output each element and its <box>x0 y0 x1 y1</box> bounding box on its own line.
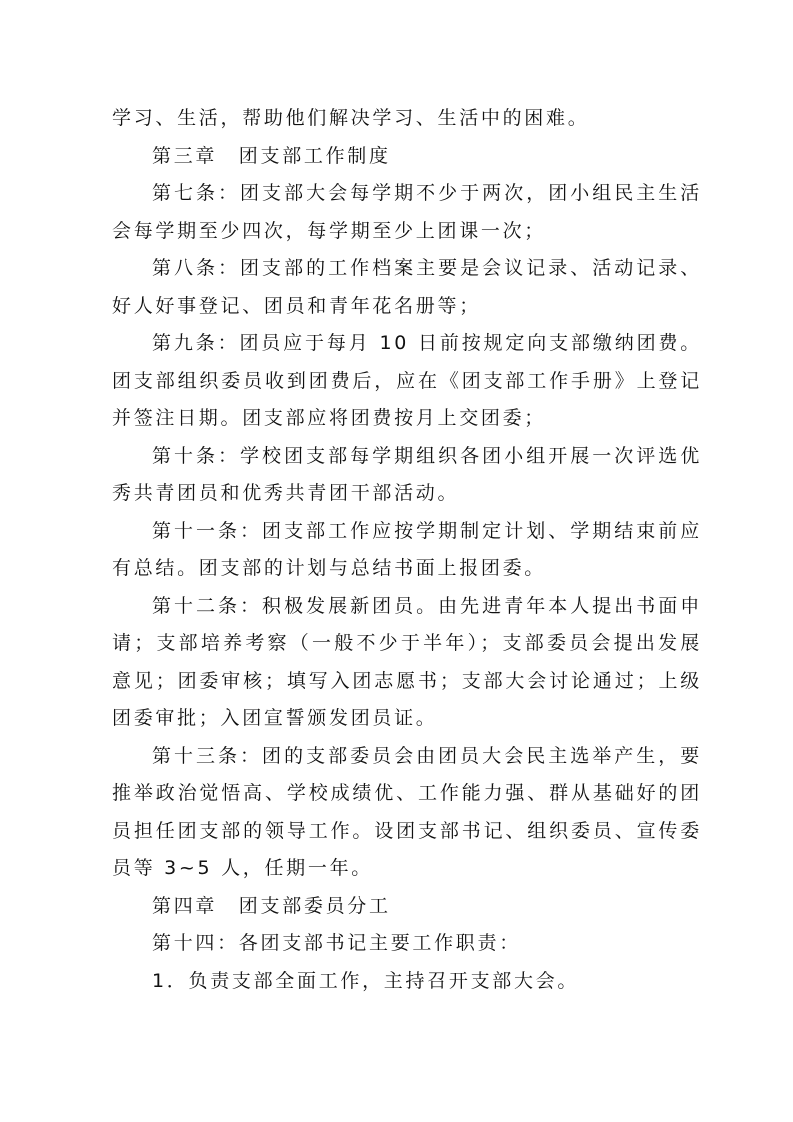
article-paragraph: 第七条：团支部大会每学期不少于两次，团小组民主生活会每学期至少四次，每学期至少上团课一次； <box>112 182 702 242</box>
article-paragraph: 第十四：各团支部书记主要工作职责： <box>152 932 521 954</box>
chapter-heading: 第四章 团支部委员分工 <box>152 894 391 917</box>
article-paragraph: 第十二条：积极发展新团员。由先进青年本人提出书面申请；支部培养考察（一般不少于半年）；支部委员会提出发展意见；团委审核；填写入团志愿书；支部大会讨论通过；上级团委审批；入团宣誓颁发团员证。 <box>112 594 702 729</box>
chapter-heading: 第三章 团支部工作制度 <box>152 144 391 167</box>
article-paragraph: 第十三条：团的支部委员会由团员大会民主选举产生，要推举政治觉悟高、学校成绩优、工作能力强、群从基础好的团员担任团支部的领导工作。设团支部书记、组织委员、宣传委员等 3~5 人，任期一年。 <box>112 744 702 879</box>
article-paragraph: 第十一条：团支部工作应按学期制定计划、学期结束前应有总结。团支部的计划与总结书面上报团委。 <box>112 519 702 579</box>
document-body <box>112 100 702 1000</box>
article-paragraph: 第九条：团员应于每月 10 日前按规定向支部缴纳团费。团支部组织委员收到团费后，应在《团支部工作手册》上登记并签注日期。团支部应将团费按月上交团委； <box>112 332 702 429</box>
article-paragraph: 第十条：学校团支部每学期组织各团小组开展一次评选优秀共青团员和优秀共青团干部活动。 <box>112 444 702 504</box>
paragraph: 学习、生活，帮助他们解决学习、生活中的困难。 <box>112 107 590 129</box>
article-paragraph: 第八条：团支部的工作档案主要是会议记录、活动记录、好人好事登记、团员和青年花名册等； <box>112 257 702 317</box>
list-item: 1．负责支部全面工作，主持召开支部大会。 <box>152 969 580 992</box>
